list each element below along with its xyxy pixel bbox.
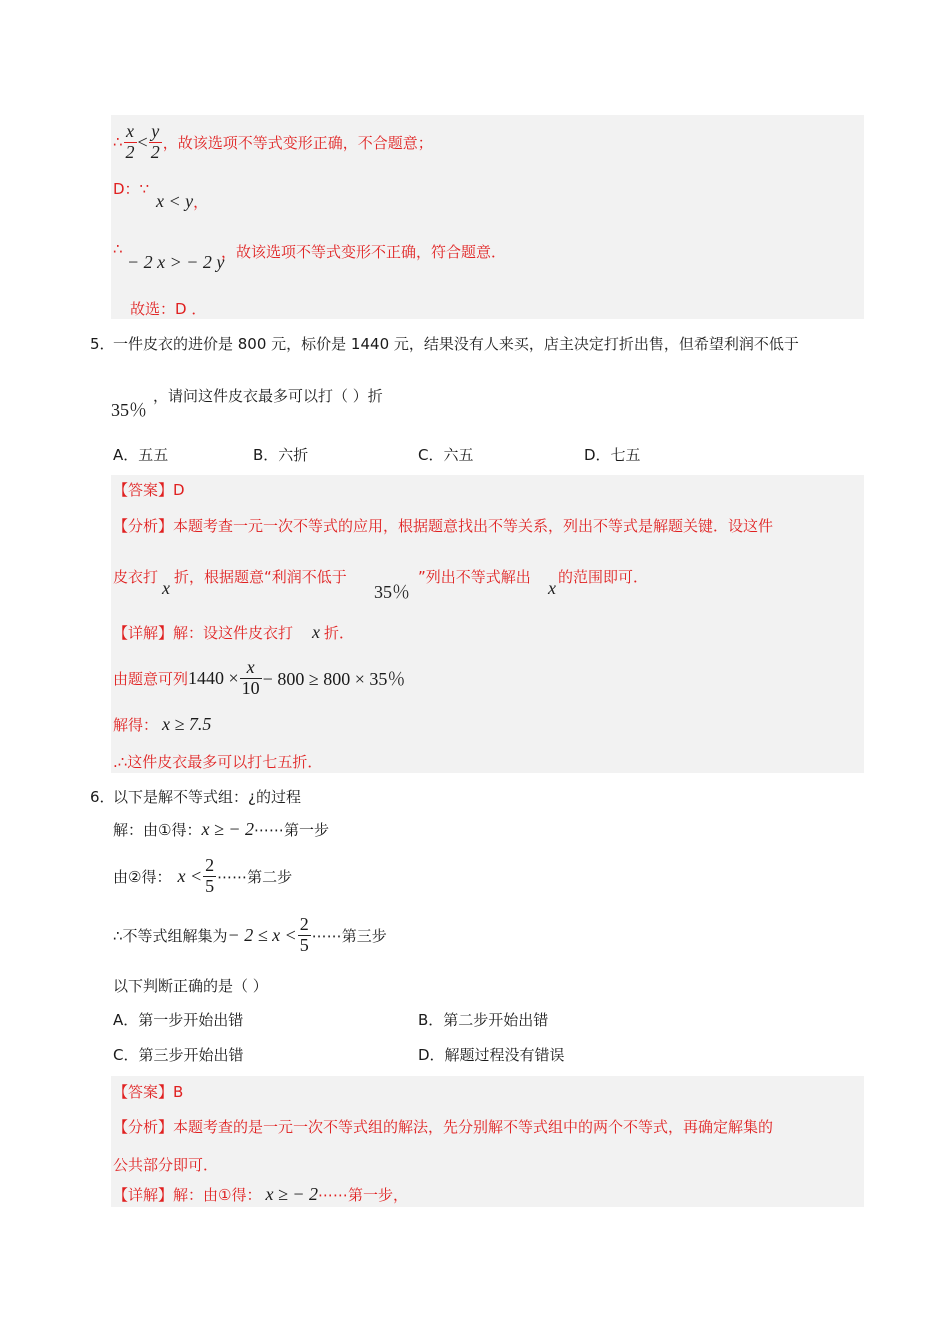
q6-step1-prefix: 解：由①得：: [113, 821, 202, 839]
q5-option-b: B．六折: [253, 446, 309, 464]
q5-detail-var-x: x: [312, 622, 320, 642]
q6-option-d: D．解题过程没有错误: [418, 1046, 565, 1064]
q5-stem-line2: ，请问这件皮衣最多可以打（ ）折: [153, 387, 383, 405]
d-condition-math: x < y，: [156, 191, 209, 211]
q5-analysis-var-x2: x: [548, 578, 556, 598]
c-conclusion-text: ，故该选项不等式变形正确，不合题意；: [162, 133, 433, 152]
q5-equation-prefix: 由题意可列: [113, 669, 189, 688]
q5-analysis-var-x: x: [162, 578, 170, 598]
q6-step1: [113, 819, 329, 840]
q5-analysis-line1: 【分析】本题考查一元一次不等式的应用，根据题意找出不等关系，列出不等式是解题关键．设这件: [113, 517, 774, 535]
q6-step2: [113, 854, 292, 898]
q6-detail-text: 解：由①得：: [173, 1186, 262, 1204]
q6-detail-tag: 【详解】: [113, 1186, 174, 1204]
q5-analysis-percent: 35％: [374, 582, 410, 602]
line-d-conclusion-symbol: ∴: [113, 240, 123, 258]
q6-step2-prefix: 由②得：: [113, 867, 172, 886]
q6-detail-math: x ≥ − 2: [265, 1184, 318, 1204]
line-c-conclusion: [113, 120, 433, 164]
q5-analysis-line2: 皮衣打: [113, 568, 159, 586]
q6-answer: 【答案】B: [113, 1083, 184, 1101]
q6-title: 以下是解不等式组：¿的过程: [113, 788, 301, 806]
q6-step3-suffix: ⋯⋯第三步: [311, 926, 387, 945]
q5-option-a: A．五五: [113, 446, 169, 464]
q6-step3: [113, 913, 387, 957]
q5-solve-math: x ≥ 7.5: [162, 714, 212, 734]
q5-analysis-line2b: 折，根据题意“利润不低于: [174, 568, 347, 586]
q5-analysis-line2d: 的范围即可．: [558, 568, 649, 586]
q6-step3-fraction: $\frac{2}{5}$: [299, 913, 309, 955]
q5-detail-line1b: 折．: [324, 624, 355, 642]
fraction-x-over-2: $\frac{x}{2}$: [125, 120, 135, 162]
q5-percent: 35％: [111, 400, 147, 420]
therefore-symbol: ∴: [113, 133, 123, 151]
q5-equation-left: 1440 ×: [188, 667, 239, 688]
q6-step2-fraction: $\frac{2}{5}$: [205, 854, 215, 896]
d-conclusion-math: − 2 x > − 2 y: [127, 252, 225, 272]
q5-option-d: D．七五: [584, 446, 641, 464]
q6-step3-math: − 2 ≤ x <: [227, 924, 297, 945]
q5-option-c: C．六五: [418, 446, 474, 464]
q6-option-c: C．第三步开始出错: [113, 1046, 244, 1064]
less-than: <: [137, 131, 148, 152]
q5-equation: [113, 656, 405, 700]
q5-solve: [113, 714, 211, 735]
q6-analysis-line2: 公共部分即可．: [113, 1156, 219, 1174]
q6-detail-suffix: ⋯⋯第一步，: [317, 1186, 408, 1204]
q6-step1-math: x ≥ − 2: [201, 819, 254, 839]
q6-question: 以下判断正确的是（ ）: [113, 977, 268, 995]
line-d-label: D：∵: [113, 180, 150, 198]
q5-conclusion: .∴这件皮衣最多可以打七五折．: [113, 753, 323, 771]
q5-equation-right: − 800 ≥ 800 × 35％: [262, 669, 406, 689]
d-conclusion-text: ，故该选项不等式变形不正确，符合题意．: [221, 243, 507, 261]
q5-stem-line1: 一件皮衣的进价是 800 元，标价是 1440 元，结果没有人来买，店主决定打折出售，但希望利润不低于: [113, 335, 799, 353]
q6-number: 6．: [90, 788, 115, 806]
q5-solve-prefix: 解得：: [113, 716, 159, 734]
q5-equation-fraction: $\frac{x}{10}$: [241, 656, 260, 698]
q6-step3-prefix: ∴不等式组解集为: [113, 926, 228, 945]
q4-choice: 故选：D ．: [130, 300, 207, 318]
q5-detail-line1: 【详解】解：设这件皮衣打: [113, 624, 294, 642]
fraction-y-over-2: $\frac{y}{2}$: [150, 120, 160, 162]
q6-step2-math: x <: [177, 865, 203, 886]
q6-option-a: A．第一步开始出错: [113, 1011, 244, 1029]
q6-analysis-line1: 【分析】本题考查的是一元一次不等式组的解法，先分别解不等式组中的两个不等式，再确定解集的: [113, 1118, 774, 1136]
q5-answer: 【答案】D: [113, 481, 185, 499]
q6-step2-suffix: ⋯⋯第二步: [217, 867, 293, 886]
q6-option-b: B．第二步开始出错: [418, 1011, 549, 1029]
q5-number: 5．: [90, 335, 115, 353]
q6-step1-suffix: ⋯⋯第一步: [253, 821, 329, 839]
q5-analysis-line2c: ”列出不等式解出: [418, 568, 531, 586]
q6-detail-line: [113, 1184, 408, 1205]
